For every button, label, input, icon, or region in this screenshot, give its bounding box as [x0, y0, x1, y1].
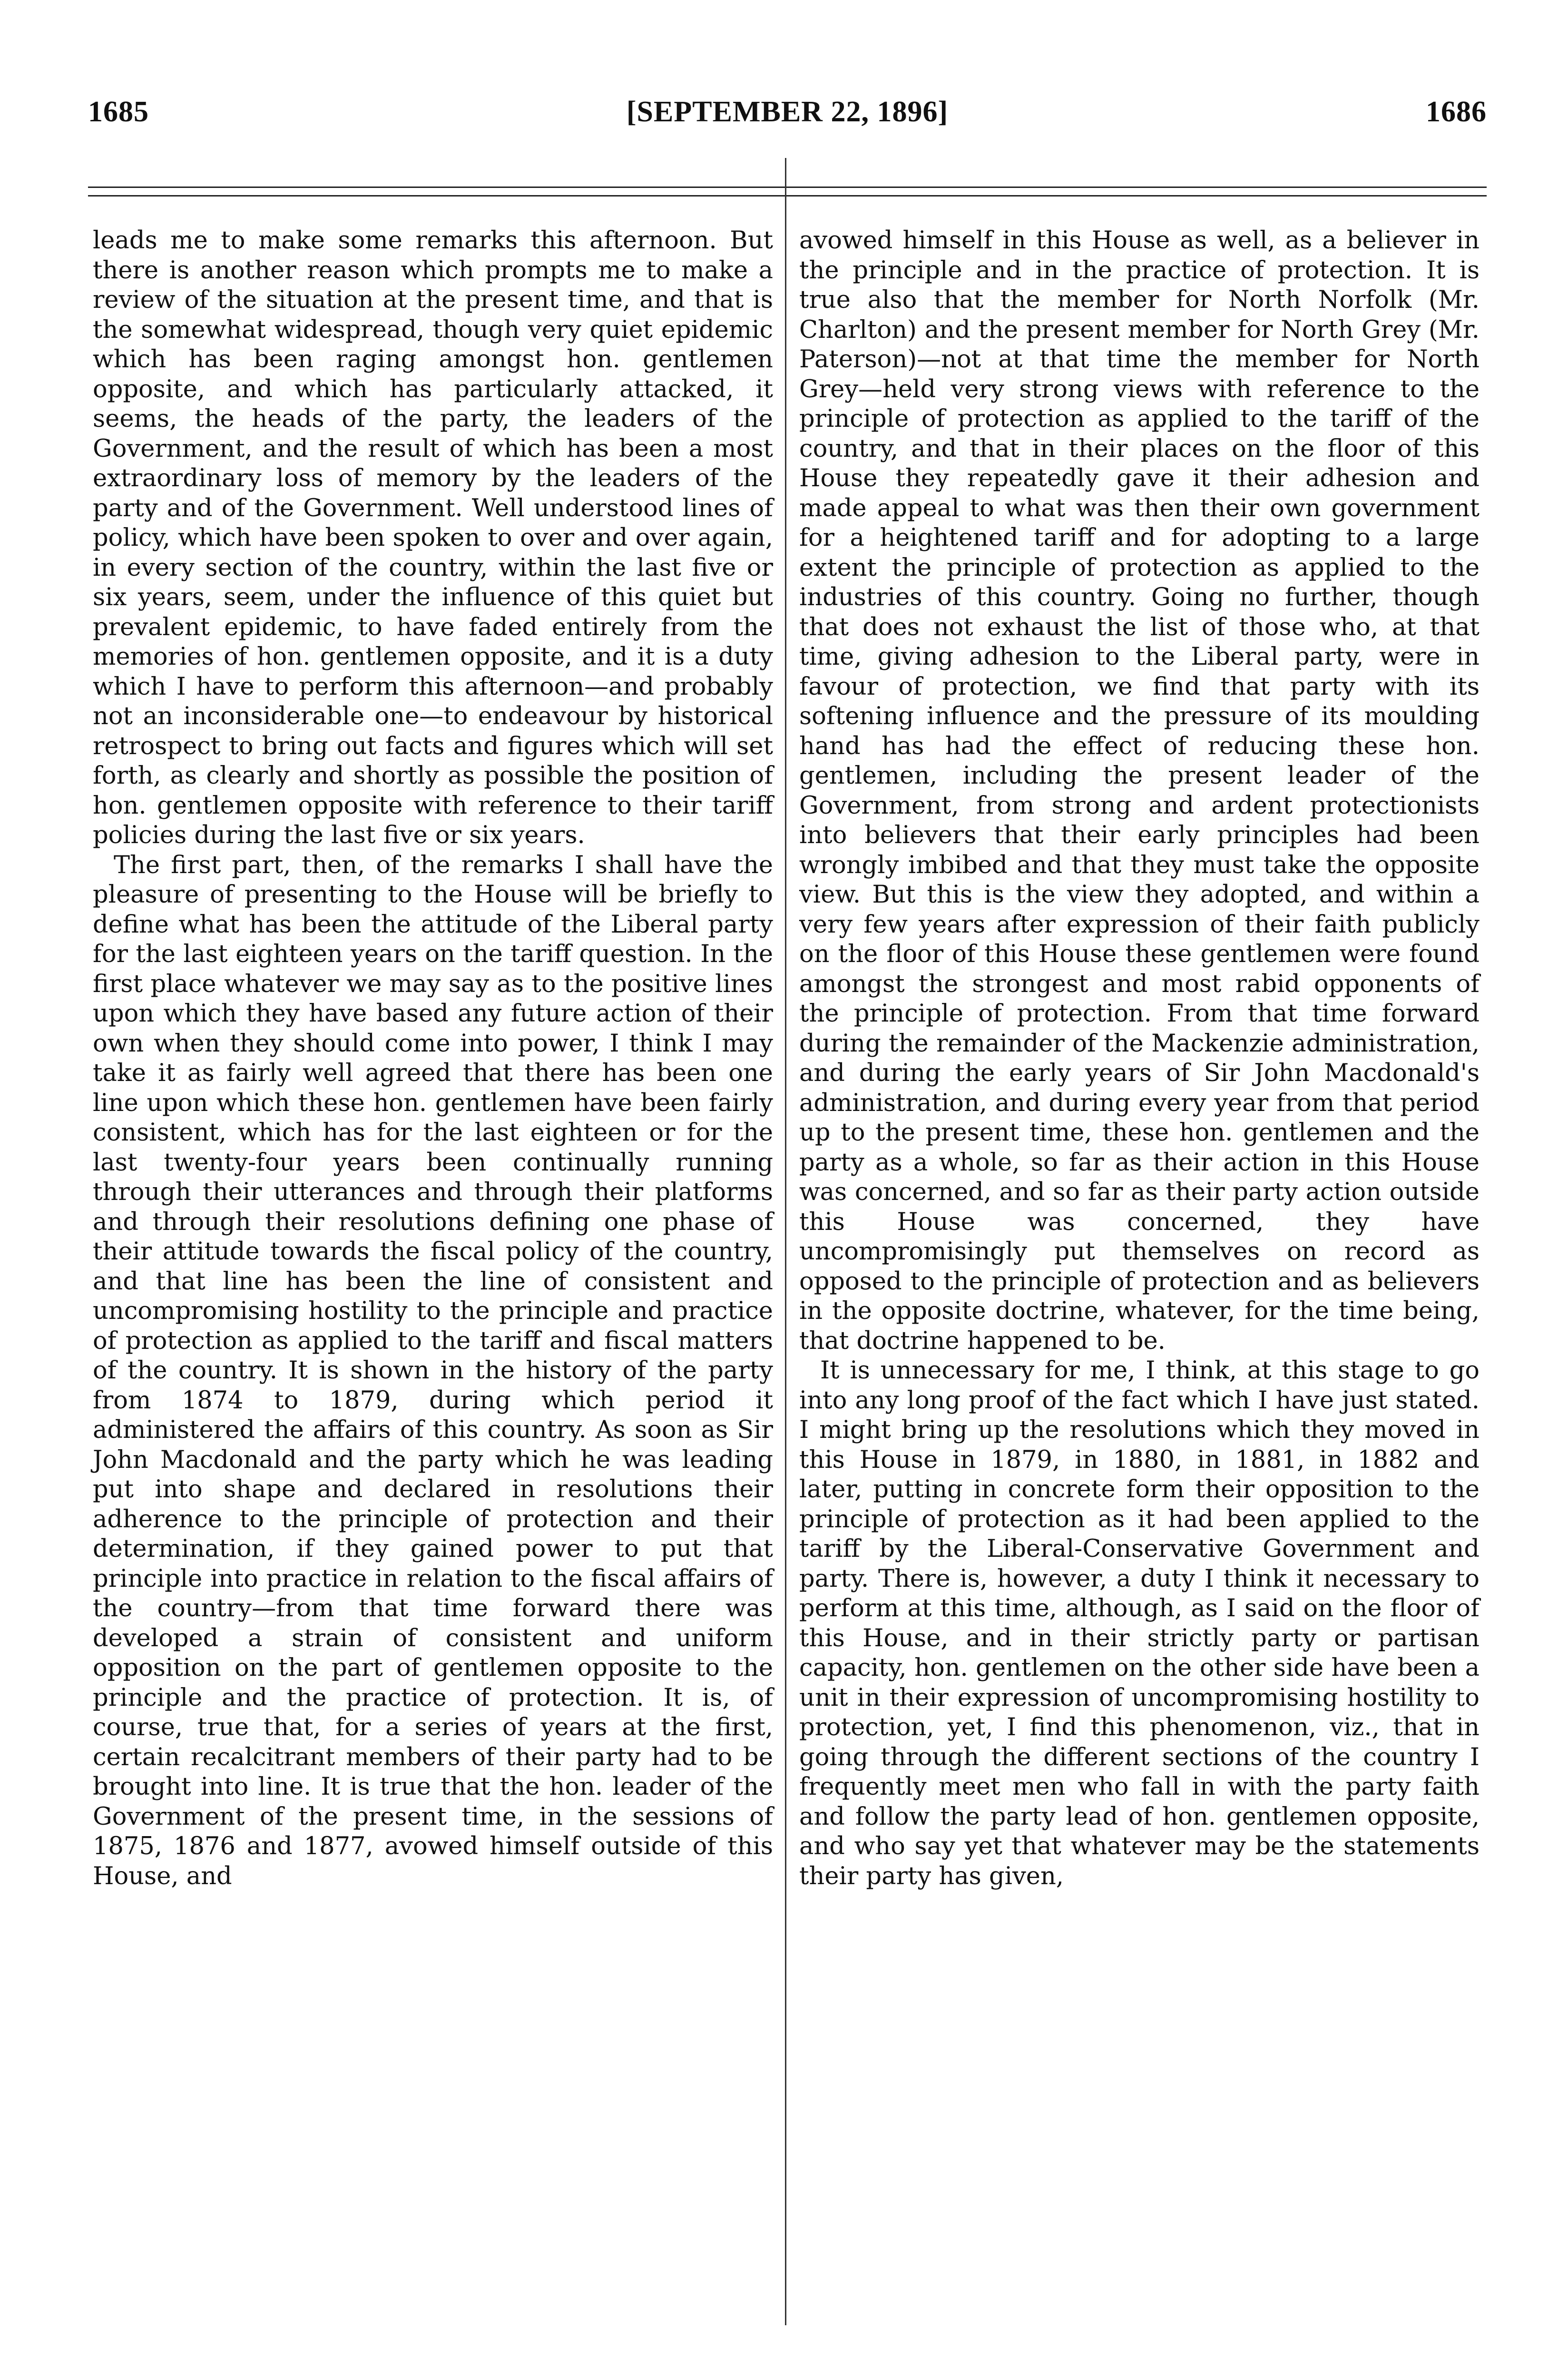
- left-paragraph-2: The first part, then, of the remarks I shall have the pleasure of presenting to the House will be briefly to define what has been the attitude of the Liberal party for the last eighteen years on the tariff question. In the first place whatever we may say as to the positive lines upon which they have based any future action of their own when they should come into power, I think I may take it as fairly well agreed that there has been one line upon which these hon. gentlemen have been fairly consistent, which has for the last eighteen or for the last twenty-four years been continually running through their utterances and through their platforms and through their resolutions defining one phase of their attitude towards the fiscal policy of the country, and that line has been the line of consistent and uncompromising hostility to the principle and practice of protection as applied to the tariff and fiscal matters of the country. It is shown in the history of the party from 1874 to 1879, during which period it administered the affairs of this country. As soon as Sir John Macdonald and the party which he was leading put into shape and declared in resolutions their adherence to the principle of protection and their determination, if they gained power to put that principle into practice in relation to the fiscal affairs of the country—from that time forward there was developed a strain of consistent and uniform opposition on the part of gentlemen opposite to the principle and the practice of protection. It is, of course, true that, for a series of years at the first, certain recalcitrant members of their party had to be brought into line. It is true that the hon. leader of the Government of the present time, in the sessions of 1875, 1876 and 1877, avowed himself outside of this House, and: [93, 851, 773, 1890]
- page-header: [88, 95, 1487, 138]
- page-number-right: 1686: [1426, 96, 1487, 128]
- right-paragraph-2: It is unnecessary for me, I think, at this stage to go into any long proof of the fact which I have just stated. I might bring up the resolutions which they moved in this House in 1879, in 1880, in 1881, in 1882 and later, putting in concrete form their opposition to the principle of protection as it had been applied to the tariff by the Liberal-Conservative Government and party. There is, however, a duty I think it necessary to perform at this time, although, as I said on the floor of this House, and in their strictly party or partisan capacity, hon. gentlemen on the other side have been a unit in their expression of uncompromising hostility to protection, yet, I find this phenomenon, viz., that in going through the different sections of the country I frequently meet men who fall in with the party faith and follow the party lead of hon. gentlemen opposite, and who say yet that whatever may be the statements their party has given,: [799, 1357, 1480, 1890]
- left-column: [93, 226, 773, 1891]
- right-paragraph-1: avowed himself in this House as well, as a believer in the principle and in the practice of protection. It is true also that the member for North Norfolk (Mr. Charlton) and the present member for North Grey (Mr. Paterson)—not at that time the member for North Grey—held very strong views with reference to the principle of protection as applied to the tariff of the country, and that in their places on the floor of this House they repeatedly gave it their adhesion and made appeal to what was then their own government for a heightened tariff and for adopting to a large extent the principle of protection as applied to the industries of this country. Going no further, though that does not exhaust the list of those who, at that time, giving adhesion to the Liberal party, were in favour of protection, we find that party with its softening influence and the pressure of its moulding hand has had the effect of reducing these hon. gentlemen, including the present leader of the Government, from strong and ardent protectionists into believers that their early principles had been wrongly imbibed and that they must take the opposite view. But this is the view they adopted, and within a very few years after expression of their faith publicly on the floor of this House these gentlemen were found amongst the strongest and most rabid opponents of the principle of protection. From that time forward during the remainder of the Mackenzie administration, and during the early years of Sir John Macdonald's administration, and during every year from that period up to the present time, these hon. gentlemen and the party as a whole, so far as their action in this House was concerned, and so far as their party action outside this House was concerned, they have uncompromisingly put themselves on record as opposed to the principle of protection and as believers in the opposite doctrine, whatever, for the time being, that doctrine happened to be.: [799, 226, 1480, 1355]
- header-rule-bottom: [88, 195, 1487, 197]
- page-number-left: 1685: [88, 96, 149, 128]
- header-rule-top: [88, 187, 1487, 188]
- session-date: [SEPTEMBER 22, 1896]: [626, 96, 949, 128]
- left-paragraph-1: leads me to make some remarks this afternoon. But there is another reason which prompts me to make a review of the situation at the present time, and that is the somewhat widespread, though very quiet epidemic which has been raging amongst hon. gentlemen opposite, and which has particularly attacked, it seems, the heads of the party, the leaders of the Government, and the result of which has been a most extraordinary loss of memory by the leaders of the party and of the Government. Well understood lines of policy, which have been spoken to over and over again, in every section of the country, within the last five or six years, seem, under the influence of this quiet but prevalent epidemic, to have faded entirely from the memories of hon. gentlemen opposite, and it is a duty which I have to perform this afternoon—and probably not an inconsiderable one—to endeavour by historical retrospect to bring out facts and figures which will set forth, as clearly and shortly as possible the position of hon. gentlemen opposite with reference to their tariff policies during the last five or six years.: [93, 226, 773, 849]
- column-divider: [785, 158, 786, 2325]
- right-column: [799, 226, 1480, 1891]
